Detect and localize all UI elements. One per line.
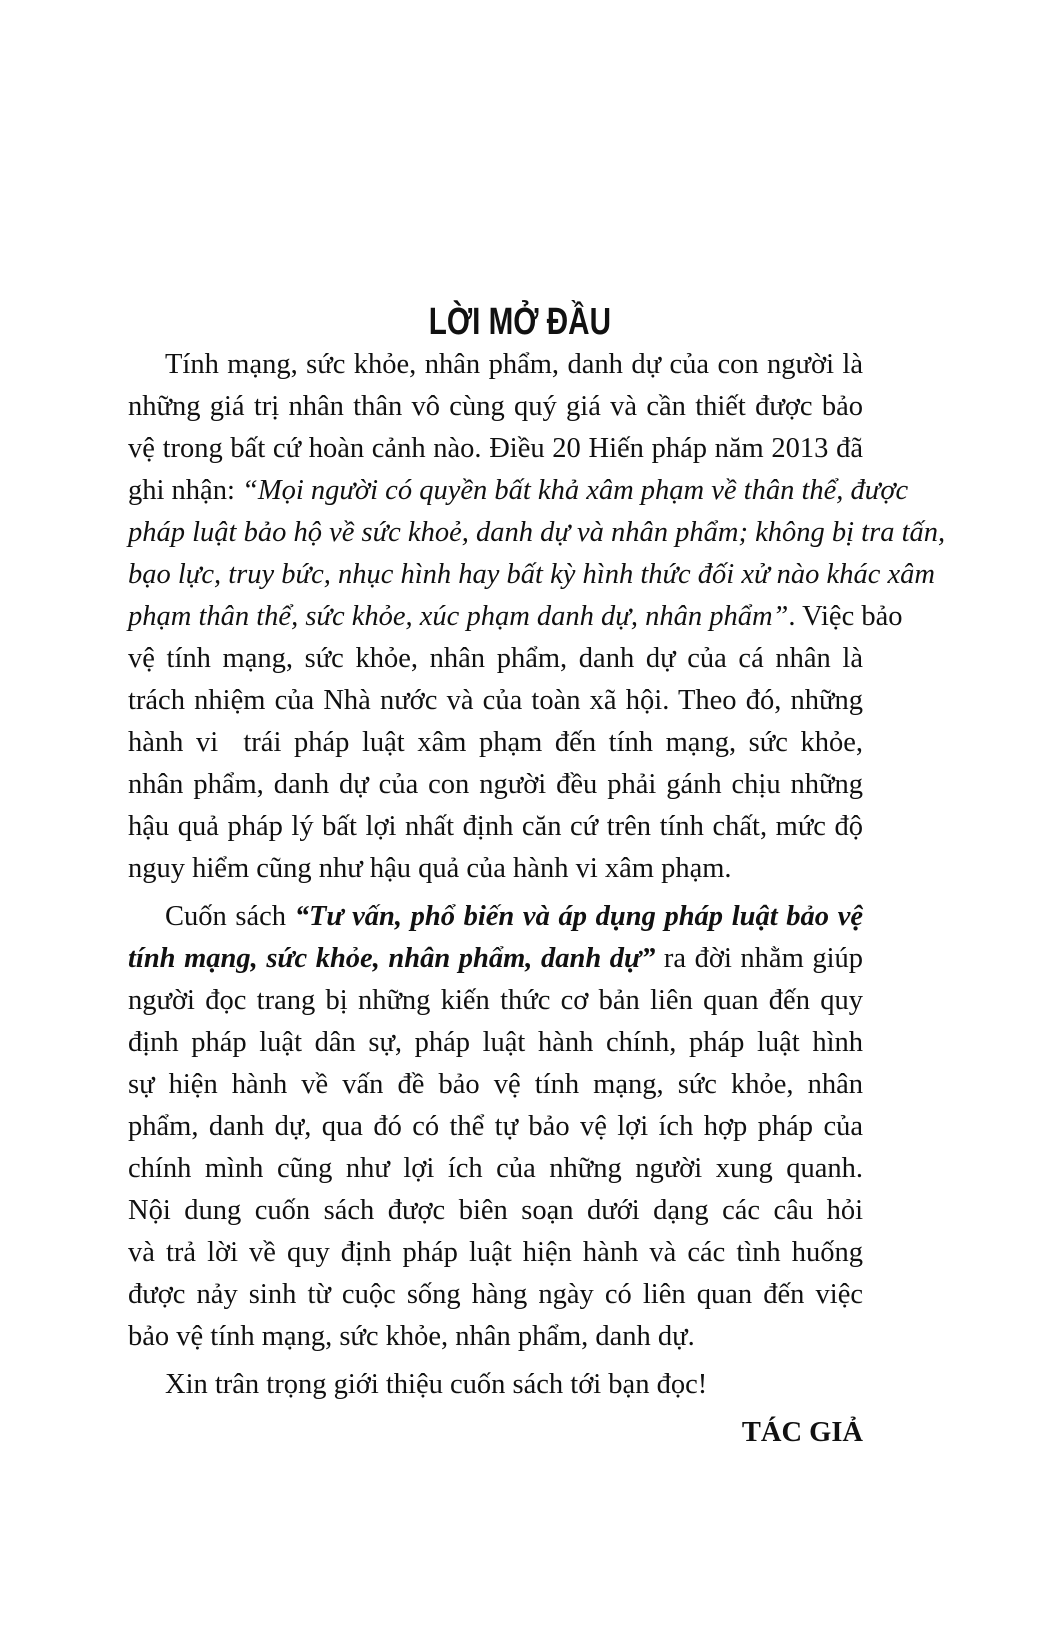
text-line	[128, 680, 863, 722]
preface-body	[128, 344, 946, 1454]
text-line	[128, 428, 863, 470]
text-segment: Cuốn sách	[165, 901, 295, 932]
text-segment: định pháp luật dân sự, pháp luật hành chính, pháp luật hình	[128, 1027, 863, 1058]
text-line	[128, 806, 863, 848]
paragraph	[128, 344, 946, 890]
emphasized-text: tính mạng, sức khỏe, nhân phẩm, danh dự”	[128, 943, 656, 974]
text-line	[128, 1364, 863, 1406]
text-line	[128, 1022, 863, 1064]
text-line	[128, 1064, 863, 1106]
text-segment: hành vi trái pháp luật xâm phạm đến tính mạng, sức khỏe,	[128, 727, 863, 758]
text-line	[128, 764, 863, 806]
text-line	[128, 1316, 863, 1358]
text-segment: ghi nhận:	[128, 475, 242, 506]
emphasized-text: “Tư vấn, phổ biến và áp dụng pháp luật bảo vệ	[294, 901, 863, 932]
text-line	[128, 848, 863, 890]
text-segment: vệ tính mạng, sức khỏe, nhân phẩm, danh dự của cá nhân là	[128, 643, 863, 674]
text-line	[128, 1190, 863, 1232]
text-segment: những giá trị nhân thân vô cùng quý giá và cần thiết được bảo	[128, 391, 863, 422]
text-segment: Xin trân trọng giới thiệu cuốn sách tới bạn đọc!	[165, 1369, 708, 1400]
text-line	[128, 1232, 863, 1274]
text-line	[128, 722, 863, 764]
text-segment: được nảy sinh từ cuộc sống hàng ngày có liên quan đến việc	[128, 1279, 863, 1310]
text-line	[128, 980, 863, 1022]
text-line	[128, 1106, 863, 1148]
text-segment: . Việc bảo	[788, 601, 903, 632]
author-signature: TÁC GIẢ	[741, 1417, 863, 1448]
text-line	[128, 386, 863, 428]
emphasized-text: bạo lực, truy bức, nhục hình hay bất kỳ hình thức đối xử nào khác xâm	[128, 559, 935, 590]
text-line	[128, 896, 863, 938]
text-segment: người đọc trang bị những kiến thức cơ bản liên quan đến quy	[128, 985, 863, 1016]
text-segment: phẩm, danh dự, qua đó có thể tự bảo vệ lợi ích hợp pháp của	[128, 1111, 863, 1142]
text-line	[128, 344, 863, 386]
paragraph	[128, 1364, 863, 1406]
text-segment: và trả lời về quy định pháp luật hiện hành và các tình huống	[128, 1237, 863, 1268]
text-segment: trách nhiệm của Nhà nước và của toàn xã hội. Theo đó, những	[128, 685, 863, 716]
text-segment: nguy hiểm cũng như hậu quả của hành vi xâm phạm.	[128, 853, 732, 884]
emphasized-text: phạm thân thể, sức khỏe, xúc phạm danh dự, nhân phẩm”	[128, 601, 789, 632]
text-line	[128, 554, 935, 596]
paragraph	[128, 896, 863, 1358]
text-segment: vệ trong bất cứ hoàn cảnh nào. Điều 20 Hiến pháp năm 2013 đã	[128, 433, 863, 464]
page-title: LỜI MỞ ĐẦU	[428, 301, 612, 344]
emphasized-text: pháp luật bảo hộ về sức khoẻ, danh dự và nhân phẩm; không bị tra tấn,	[128, 517, 946, 548]
text-line	[128, 596, 903, 638]
text-line	[128, 938, 863, 980]
emphasized-text: “Mọi người có quyền bất khả xâm phạm về thân thể, được	[242, 475, 909, 506]
text-segment: sự hiện hành về vấn đề bảo vệ tính mạng, sức khỏe, nhân	[128, 1069, 863, 1100]
text-line	[128, 1274, 863, 1316]
text-line	[128, 638, 863, 680]
text-line	[128, 470, 909, 512]
text-segment: hậu quả pháp lý bất lợi nhất định căn cứ trên tính chất, mức độ	[128, 811, 863, 842]
text-segment: nhân phẩm, danh dự của con người đều phải gánh chịu những	[128, 769, 863, 800]
text-line	[128, 1148, 863, 1190]
text-segment: Tính mạng, sức khỏe, nhân phẩm, danh dự của con người là	[165, 349, 863, 380]
text-segment: bảo vệ tính mạng, sức khỏe, nhân phẩm, danh dự.	[128, 1321, 695, 1352]
text-segment: chính mình cũng như lợi ích của những người xung quanh.	[128, 1153, 863, 1184]
text-segment: Nội dung cuốn sách được biên soạn dưới dạng các câu hỏi	[128, 1195, 863, 1226]
text-segment: ra đời nhằm giúp	[655, 943, 863, 974]
text-line	[128, 512, 946, 554]
